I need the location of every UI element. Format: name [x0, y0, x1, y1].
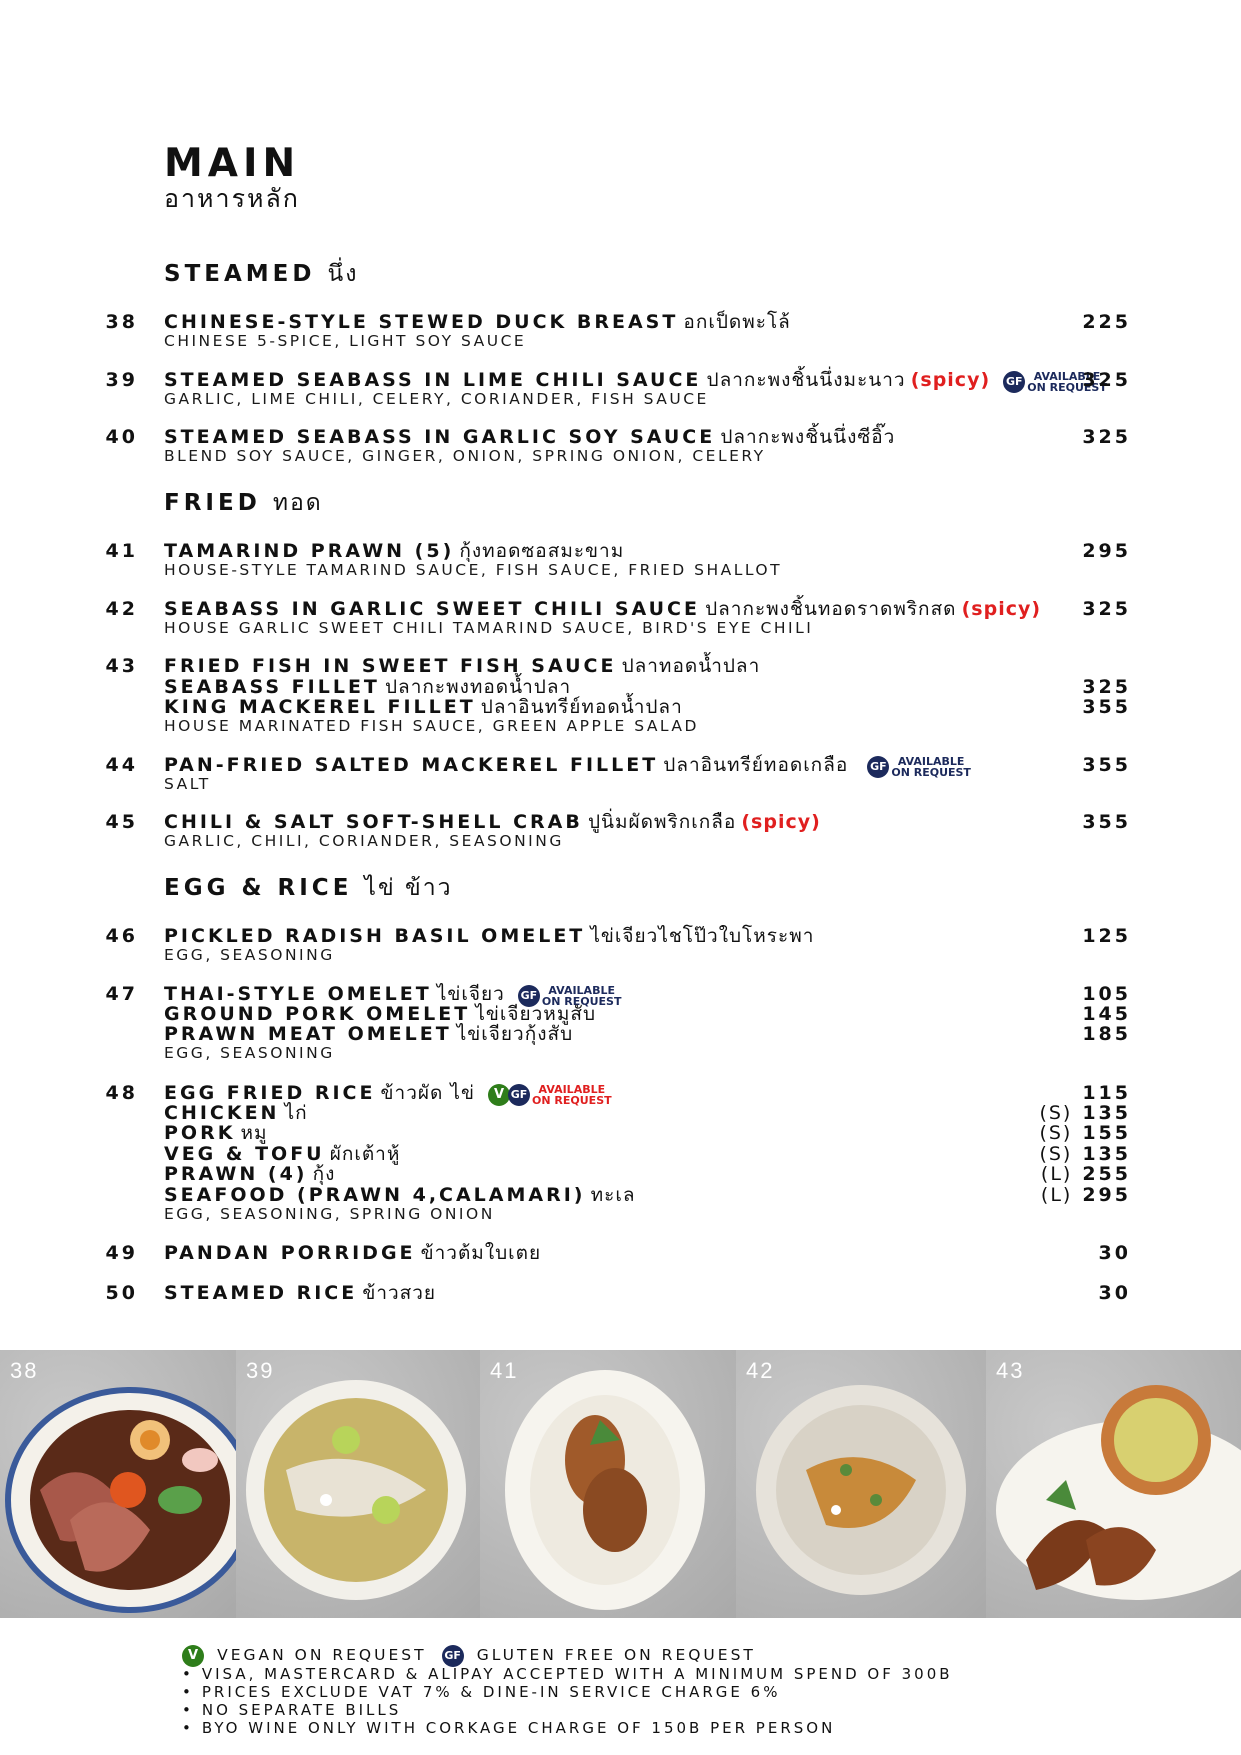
gf-available-badge: GF AVAILABLE ON REQUEST: [1003, 371, 1107, 393]
item-name: CHILI & SALT SOFT-SHELL CRAB: [164, 811, 583, 833]
item-name-thai: ไข่เจียว: [436, 983, 505, 1005]
option-name: PRAWN (4): [164, 1163, 308, 1185]
photo-number: 41: [490, 1358, 519, 1383]
footer-note: • NO SEPARATE BILLS: [182, 1701, 401, 1719]
section-title-egg-rice: EGG & RICE ไข่ ข้าว: [164, 875, 453, 901]
gluten-free-icon: GF: [442, 1645, 464, 1667]
item-name: SEABASS IN GARLIC SWEET CHILI SAUCE: [164, 598, 700, 620]
item-name-thai: ปลากะพงชิ้นนึ่งมะนาว: [706, 369, 906, 391]
option-size: (S): [1039, 1143, 1073, 1165]
item-name: PANDAN PORRIDGE: [164, 1242, 416, 1264]
option-price: 355: [1082, 696, 1131, 718]
option-name-thai: ปลาอินทรีย์ทอดน้ำปลา: [480, 696, 683, 718]
item-name-thai: ข้าวต้มใบเตย: [420, 1242, 542, 1264]
dietary-legend: [182, 1643, 766, 1667]
item-name-thai: ข้าวสวย: [362, 1282, 437, 1304]
item-description: HOUSE GARLIC SWEET CHILI TAMARIND SAUCE, BIRD'S EYE CHILI: [164, 619, 814, 637]
item-name: STEAMED SEABASS IN LIME CHILI SAUCE: [164, 369, 702, 391]
option-name: PRAWN MEAT OMELET: [164, 1023, 452, 1045]
item-number: 39: [105, 369, 138, 391]
item-description: HOUSE MARINATED FISH SAUCE, GREEN APPLE SALAD: [164, 717, 699, 735]
item-price: 105: [1082, 983, 1131, 1005]
option-name-thai: ทะเล: [590, 1184, 636, 1206]
item-number: 41: [105, 540, 138, 562]
dish-photo-41: [480, 1350, 736, 1618]
tamarind-prawn-illustration: [480, 1350, 736, 1618]
section-title-fried: FRIED ทอด: [164, 490, 323, 516]
photo-strip: [0, 1350, 1241, 1618]
item-number: 44: [105, 754, 138, 776]
option-price: (S) 135: [1039, 1143, 1131, 1165]
item-number: 50: [105, 1282, 138, 1304]
option-name: VEG & TOFU: [164, 1143, 325, 1165]
page-title: MAIN: [164, 141, 301, 186]
dish-photo-38: [0, 1350, 236, 1618]
seabass-chili-illustration: [736, 1350, 986, 1618]
spicy-label: (spicy): [910, 369, 991, 391]
option-size: (S): [1039, 1122, 1073, 1144]
option-name-thai: ปลากะพงทอดน้ำปลา: [384, 676, 572, 698]
item-description: EGG, SEASONING: [164, 946, 335, 964]
gluten-free-icon: GF: [867, 756, 889, 778]
footer-note: • PRICES EXCLUDE VAT 7% & DINE-IN SERVICE CHARGE 6%: [182, 1683, 780, 1701]
dish-photo-43: [986, 1350, 1241, 1618]
item-price: 325: [1082, 598, 1131, 620]
vegan-icon: V: [488, 1084, 510, 1106]
page-subtitle: อาหารหลัก: [164, 184, 300, 213]
item-name-thai: ปลาทอดน้ำปลา: [621, 655, 761, 677]
gluten-free-icon: GF: [508, 1084, 530, 1106]
item-price: 355: [1082, 754, 1131, 776]
option-price: 145: [1082, 1003, 1131, 1025]
item-name-thai: ปลากะพงชิ้นนึ่งซีอิ๊ว: [720, 426, 896, 448]
item-description: BLEND SOY SAUCE, GINGER, ONION, SPRING ONION, CELERY: [164, 447, 766, 465]
item-name: PICKLED RADISH BASIL OMELET: [164, 925, 586, 947]
vegan-icon: V: [182, 1645, 204, 1667]
item-name-thai: ปลาอินทรีย์ทอดเกลือ: [663, 754, 849, 776]
option-size: (L): [1040, 1184, 1073, 1206]
fried-fish-illustration: [986, 1350, 1241, 1618]
legend-gluten-free: GLUTEN FREE ON REQUEST: [476, 1645, 756, 1664]
item-price: 225: [1082, 311, 1131, 333]
item-description: SALT: [164, 775, 211, 793]
gf-available-badge: GF AVAILABLE ON REQUEST: [867, 756, 971, 778]
item-name-thai: ไข่เจียวไชโป๊วใบโหระพา: [590, 925, 815, 947]
item-name: TAMARIND PRAWN (5): [164, 540, 455, 562]
dish-photo-42: [736, 1350, 986, 1618]
option-price: (S) 155: [1039, 1122, 1131, 1144]
dish-photo-39: [236, 1350, 480, 1618]
spicy-label: (spicy): [961, 598, 1042, 620]
option-price: 185: [1082, 1023, 1131, 1045]
option-price: 325: [1082, 676, 1131, 698]
option-name: CHICKEN: [164, 1102, 280, 1124]
item-name: CHINESE-STYLE STEWED DUCK BREAST: [164, 311, 679, 333]
option-name: PORK: [164, 1122, 236, 1144]
item-number: 45: [105, 811, 138, 833]
item-description: EGG, SEASONING, SPRING ONION: [164, 1205, 495, 1223]
item-description: CHINESE 5-SPICE, LIGHT SOY SAUCE: [164, 332, 527, 350]
option-price: (S) 135: [1039, 1102, 1131, 1124]
option-name-thai: ไข่เจียวกุ้งสับ: [456, 1023, 574, 1045]
item-number: 40: [105, 426, 138, 448]
item-number: 38: [105, 311, 138, 333]
item-number: 47: [105, 983, 138, 1005]
vegan-gf-available-badge: V GF AVAILABLE ON REQUEST: [488, 1084, 612, 1106]
item-number: 42: [105, 598, 138, 620]
option-price: (L) 255: [1040, 1163, 1131, 1185]
option-name: KING MACKEREL FILLET: [164, 696, 476, 718]
option-name-thai: ไข่เจียวหมูสับ: [475, 1003, 597, 1025]
seabass-lime-illustration: [236, 1350, 480, 1618]
option-price: (L) 295: [1040, 1184, 1131, 1206]
option-name: GROUND PORK OMELET: [164, 1003, 471, 1025]
footer-note: • BYO WINE ONLY WITH CORKAGE CHARGE OF 150B PER PERSON: [182, 1719, 835, 1737]
spicy-label: (spicy): [741, 811, 821, 833]
photo-number: 38: [10, 1358, 39, 1383]
item-number: 48: [105, 1082, 138, 1104]
item-name: PAN-FRIED SALTED MACKEREL FILLET: [164, 754, 659, 776]
duck-dish-illustration: [0, 1350, 236, 1618]
footer-note: • VISA, MASTERCARD & ALIPAY ACCEPTED WITH A MINIMUM SPEND OF 300B: [182, 1665, 953, 1683]
option-size: (S): [1039, 1102, 1073, 1124]
item-number: 49: [105, 1242, 138, 1264]
option-name-thai: ผักเต้าหู้: [329, 1143, 401, 1165]
option-name-thai: หมู: [240, 1122, 268, 1144]
option-name: SEAFOOD (PRAWN 4,CALAMARI): [164, 1184, 586, 1206]
item-price: 325: [1082, 369, 1131, 391]
item-name: STEAMED RICE: [164, 1282, 358, 1304]
item-price: 295: [1082, 540, 1131, 562]
item-name-thai: ข้าวผัด ไข่: [380, 1082, 475, 1104]
option-name: SEABASS FILLET: [164, 676, 380, 698]
item-name: FRIED FISH IN SWEET FISH SAUCE: [164, 655, 617, 677]
section-title-steamed: STEAMED นึ่ง: [164, 261, 359, 287]
item-description: GARLIC, LIME CHILI, CELERY, CORIANDER, FISH SAUCE: [164, 390, 709, 408]
option-size: (L): [1040, 1163, 1073, 1185]
photo-number: 42: [746, 1358, 775, 1383]
item-name-thai: ปลากะพงชิ้นทอดราดพริกสด: [705, 598, 957, 620]
gf-available-badge: GF AVAILABLE ON REQUEST: [518, 985, 622, 1007]
item-description: GARLIC, CHILI, CORIANDER, SEASONING: [164, 832, 564, 850]
legend-vegan: VEGAN ON REQUEST: [217, 1645, 427, 1664]
gluten-free-icon: GF: [1003, 371, 1025, 393]
photo-number: 39: [246, 1358, 275, 1383]
gluten-free-icon: GF: [518, 985, 540, 1007]
item-price: 30: [1098, 1242, 1131, 1264]
item-name: THAI-STYLE OMELET: [164, 983, 432, 1005]
item-number: 46: [105, 925, 138, 947]
item-price: 125: [1082, 925, 1131, 947]
photo-number: 43: [996, 1358, 1025, 1383]
item-name-thai: กุ้งทอดซอสมะขาม: [459, 540, 625, 562]
item-number: 43: [105, 655, 138, 677]
item-price: 30: [1098, 1282, 1131, 1304]
item-name: STEAMED SEABASS IN GARLIC SOY SAUCE: [164, 426, 716, 448]
option-name-thai: กุ้ง: [312, 1163, 336, 1185]
item-description: HOUSE-STYLE TAMARIND SAUCE, FISH SAUCE, FRIED SHALLOT: [164, 561, 783, 579]
option-name-thai: ไก่: [284, 1102, 308, 1124]
item-price: 115: [1082, 1082, 1131, 1104]
item-name-thai: อกเป็ดพะโล้: [683, 311, 791, 333]
item-name: EGG FRIED RICE: [164, 1082, 376, 1104]
item-price: 355: [1082, 811, 1131, 833]
item-description: EGG, SEASONING: [164, 1044, 335, 1062]
item-name-thai: ปูนิ่มผัดพริกเกลือ: [587, 811, 737, 833]
item-price: 325: [1082, 426, 1131, 448]
